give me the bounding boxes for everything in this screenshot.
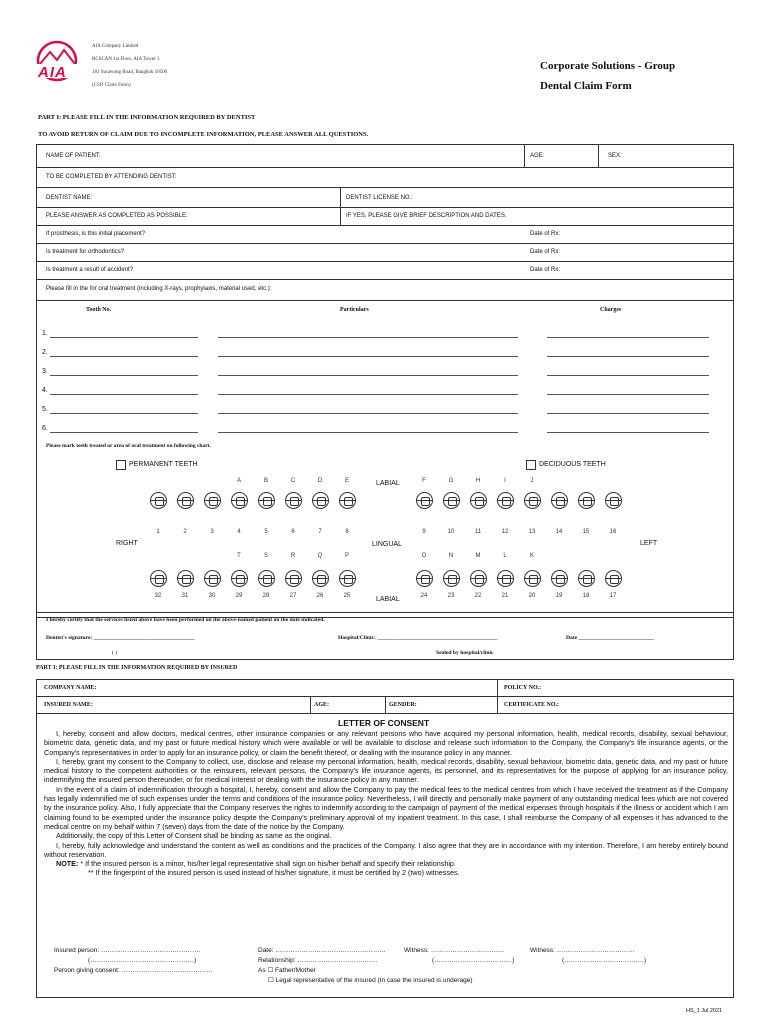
person-giving-consent[interactable]: Person giving consent: …………………………………… — [54, 967, 213, 974]
signature-paren: ( ) — [112, 650, 118, 656]
upper-left-tooth[interactable] — [497, 492, 514, 509]
lower-right-tooth[interactable] — [177, 570, 194, 587]
date-rx-2[interactable]: Date of Rx: — [530, 249, 561, 255]
question-prosthesis[interactable]: If prosthesis, is this initial placement? — [46, 231, 146, 237]
lower-left-tooth[interactable] — [524, 570, 541, 587]
form-title-2: Dental Claim Form — [540, 80, 632, 92]
tooth-letter: Q — [317, 553, 323, 559]
hospital-clinic-field[interactable]: Hospital/Clinic: ___________________________________________ — [338, 635, 498, 641]
company-line-4: (CSO Claim Form) — [92, 83, 131, 88]
part1-subheading: TO AVOID RETURN OF CLAIM DUE TO INCOMPLETE INFORMATION, PLEASE ANSWER ALL QUESTIONS. — [38, 131, 369, 138]
logo-text: AIA — [38, 64, 67, 81]
lower-left-tooth[interactable] — [578, 570, 595, 587]
row-number: 5. — [42, 406, 48, 413]
upper-left-tooth[interactable] — [524, 492, 541, 509]
tooth-letter: K — [529, 553, 534, 559]
tooth-number: 1 — [156, 529, 160, 535]
particulars-line[interactable] — [218, 394, 518, 395]
age-field[interactable]: AGE: — [530, 153, 545, 159]
as-father-mother[interactable]: As ☐ Father/Mother — [258, 967, 316, 974]
dentist-license-field[interactable]: DENTIST LICENSE NO.: — [346, 195, 413, 201]
relationship-field[interactable]: Relationship: ………………………………. — [258, 957, 378, 964]
gender-field[interactable]: GENDER: — [389, 702, 417, 708]
tooth-letter: E — [344, 478, 349, 484]
tooth-letter: N — [448, 553, 454, 559]
form-title-1: Corporate Solutions - Group — [540, 60, 676, 72]
row-number: 2. — [42, 349, 48, 356]
upper-right-tooth[interactable] — [231, 492, 248, 509]
tooth-letter: S — [263, 553, 268, 559]
witness-1[interactable]: Witness: ……………………………. — [404, 947, 505, 954]
tooth-number: 19 — [555, 593, 563, 599]
permanent-teeth-checkbox[interactable] — [116, 460, 126, 470]
upper-left-tooth[interactable] — [443, 492, 460, 509]
tooth-letter: G — [448, 478, 454, 484]
left-label: LEFT — [640, 540, 658, 547]
tooth-no-line[interactable] — [50, 432, 198, 433]
answer-all-label: PLEASE ANSWER AS COMPLETED AS POSSIBLE. — [46, 213, 188, 219]
mark-teeth-label: Please mark teeth treated or area of oral treatment on following chart. — [46, 443, 211, 449]
tooth-number: 16 — [609, 529, 617, 535]
company-line-3: 181 Surawong Road, Bangkok 10500 — [92, 70, 168, 75]
tooth-number: 17 — [609, 593, 617, 599]
tooth-letter: B — [263, 478, 268, 484]
tooth-number: 27 — [289, 593, 297, 599]
insured-person-paren[interactable]: (…………………………………………) — [88, 957, 197, 964]
lower-left-tooth[interactable] — [443, 570, 460, 587]
tooth-letter: L — [503, 553, 507, 559]
tooth-number: 20 — [528, 593, 536, 599]
upper-right-tooth[interactable] — [312, 492, 329, 509]
tooth-number: 2 — [183, 529, 187, 535]
if-yes-label: IF YES, PLEASE GIVE BRIEF DESCRIPTION AND DATES. — [346, 213, 507, 219]
date-rx-1[interactable]: Date of Rx: — [530, 231, 561, 237]
dentist-name-field[interactable]: DENTIST NAME: — [46, 195, 93, 201]
upper-left-tooth[interactable] — [416, 492, 433, 509]
dentist-date-field[interactable]: Date ___________________________ — [566, 635, 655, 641]
col-charges-header: Charges — [600, 307, 622, 313]
note-2: ** If the fingerprint of the insured person is used instead of his/her signature, it must be certified by 2 (two) witnesses. — [88, 868, 460, 878]
particulars-line[interactable] — [218, 413, 518, 414]
insured-name-field[interactable]: INSURED NAME: — [44, 702, 93, 708]
tooth-letter: H — [475, 478, 481, 484]
note-1: * If the insured person is a minor, his/her legal representative shall sign on his/her behalf and specify their relationship. — [80, 859, 456, 869]
tooth-number: 3 — [210, 529, 214, 535]
certify-text: I hereby certify that the services listed above have been performed on the above-named patient on the date indicated. — [46, 617, 325, 623]
tooth-number: 21 — [501, 593, 509, 599]
tooth-number: 18 — [582, 593, 590, 599]
tooth-number: 28 — [262, 593, 270, 599]
insured-age-field[interactable]: AGE: — [314, 702, 329, 708]
company-name-field[interactable]: COMPANY NAME: — [44, 685, 97, 691]
tooth-number: 9 — [422, 529, 426, 535]
consent-paragraph-4: Additionally, the copy of this Letter of Consent shall be binding as same as the original. — [56, 831, 332, 841]
row-number: 4. — [42, 387, 48, 394]
tooth-number: 26 — [316, 593, 324, 599]
row-number: 6. — [42, 425, 48, 432]
tooth-number: 7 — [318, 529, 322, 535]
tooth-no-line[interactable] — [50, 356, 198, 357]
company-line-2: RCSCAN 1st Floor, AIA Tower 1 — [92, 57, 160, 62]
tooth-number: 29 — [235, 593, 243, 599]
labial-label-top: LABIAL — [376, 480, 400, 487]
charges-line[interactable] — [547, 394, 709, 395]
col-particulars-header: Particulars — [340, 307, 369, 313]
footer-code: HS_1 Jul 2021 — [686, 1008, 723, 1014]
part2-heading: PART I: PLEASE FILL IN THE INFORMATION REQUIRED BY INSURED — [36, 665, 238, 671]
charges-line[interactable] — [547, 356, 709, 357]
witness-2-paren[interactable]: (……………………………….) — [562, 957, 647, 964]
lower-left-tooth[interactable] — [551, 570, 568, 587]
tooth-letter: D — [317, 478, 323, 484]
note-label: NOTE: — [56, 859, 79, 869]
tooth-no-line[interactable] — [50, 337, 198, 338]
upper-left-tooth[interactable] — [551, 492, 568, 509]
particulars-line[interactable] — [218, 375, 518, 376]
charges-line[interactable] — [547, 375, 709, 376]
tooth-letter: R — [290, 553, 296, 559]
lower-right-tooth[interactable] — [231, 570, 248, 587]
question-orthodontics[interactable]: Is treatment for orthodontics? — [46, 249, 125, 255]
aia-logo — [30, 40, 84, 82]
consent-paragraph-3: In the event of a claim of indemnification through a hospital, I, hereby, consent and allow the Company to pay the medical fees to the medical centres from which I have received the treatment as if the Company has legally indemnified me of such expenses under the terms and conditions of the insurance policy. Nevertheless, I will directly and personally make payment of any outstanding medical fees which are not covered by the insurance policy. Also, I fully appreciate that the Company reserves the rights to indemnify according to the campaign of payment of the medical expenses through hospitals if the illness or accident which I am claiming found to be exempted under the insurance policy despite the Company's preliminary approval of my inpatient treatment. In this case, I shall reimburse the Company of all expenses it has advanced to the medical centre on my behalf within 7 (seven) days from the date of the notice by the Company. — [44, 784, 728, 831]
particulars-line[interactable] — [218, 356, 518, 357]
lower-right-tooth[interactable] — [150, 570, 167, 587]
tooth-number: 24 — [420, 593, 428, 599]
tooth-number: 22 — [474, 593, 482, 599]
labial-label-bottom: LABIAL — [376, 596, 400, 603]
lower-left-tooth[interactable] — [416, 570, 433, 587]
particulars-line[interactable] — [218, 337, 518, 338]
tooth-letter: O — [421, 553, 427, 559]
upper-right-tooth[interactable] — [285, 492, 302, 509]
tooth-letter: C — [290, 478, 296, 484]
policy-no-field[interactable]: POLICY NO.: — [504, 685, 542, 691]
tooth-number: 6 — [291, 529, 295, 535]
charges-line[interactable] — [547, 337, 709, 338]
consent-paragraph-2: I, hereby, grant my consent to the Company to collect, use, disclose and release my personal information, health, medical records, disability, sexual behaviour, biometric data, genetic data, and my past or future medical history to the competent authorities or the reinsurers, relevant persons, the Company's life insurance agents, its personnel, and its representatives for the purpose of applying for an insurance policy, indemnifying the insured person thereunder, or for medical interest or dealing with the insurance policy in any manner. — [44, 756, 728, 785]
lower-right-tooth[interactable] — [258, 570, 275, 587]
insured-person-signature[interactable]: Insured person: ………………………………………. — [54, 947, 201, 954]
right-label: RIGHT — [116, 540, 138, 547]
tooth-number: 14 — [555, 529, 563, 535]
tooth-number: 25 — [343, 593, 351, 599]
tooth-letter: J — [530, 478, 534, 484]
dentist-signature-field[interactable]: Dentist's signature: ____________________________________ — [46, 635, 195, 641]
tooth-number: 13 — [528, 529, 536, 535]
upper-left-tooth[interactable] — [578, 492, 595, 509]
part1-heading: PART I: PLEASE FILL IN THE INFORMATION REQUIRED BY DENTIST — [38, 114, 256, 121]
certificate-no-field[interactable]: CERTIFICATE NO.: — [504, 702, 560, 708]
tooth-number: 5 — [264, 529, 268, 535]
company-line-1: AIA Company Limited — [92, 44, 139, 49]
legal-representative[interactable]: ☐ Legal representative of the insured (In case the insured is underage) — [268, 977, 473, 984]
lower-right-tooth[interactable] — [285, 570, 302, 587]
tooth-letter: F — [422, 478, 426, 484]
tooth-letter: T — [237, 553, 241, 559]
tooth-no-line[interactable] — [50, 394, 198, 395]
lower-right-tooth[interactable] — [312, 570, 329, 587]
completed-by-label: TO BE COMPLETED BY ATTENDING DENTIST: — [46, 174, 177, 180]
consent-date[interactable]: Date: …………………………………………… — [258, 947, 386, 954]
upper-right-tooth[interactable] — [204, 492, 221, 509]
question-accident[interactable]: Is treatment a result of accident? — [46, 267, 134, 273]
upper-right-tooth[interactable] — [150, 492, 167, 509]
sex-field[interactable]: SEX: — [608, 153, 622, 159]
tooth-number: 8 — [345, 529, 349, 535]
tooth-letter: P — [344, 553, 349, 559]
consent-paragraph-1: I, hereby, consent and allow doctors, medical centres, other insurance companies or any relevant persons who have acquired my personal information, health, medical records, disability, sexual behaviour, biometric data, genetic data, and my past or future medical history which were available or will be available to disclose and release such information to the Company, the Company's life insurance agents, or the Company's representatives in order to apply for an insurance policy, or claim the benefit thereof, or dealing with the insurance policy in any manner. — [44, 729, 728, 757]
tooth-number: 32 — [154, 593, 162, 599]
row-number: 3. — [42, 368, 48, 375]
col-tooth-header: Tooth No. — [86, 307, 112, 313]
sealed-label: Sealed by hospital/clinic — [436, 650, 494, 656]
upper-left-tooth[interactable] — [605, 492, 622, 509]
tooth-number: 11 — [474, 529, 482, 535]
fill-in-label: Please fill in the for oral treatment (including X-rays, prophylaxis, material used, etc.): — [46, 286, 272, 292]
tooth-number: 4 — [237, 529, 241, 535]
tooth-number: 30 — [208, 593, 216, 599]
tooth-letter: A — [236, 478, 241, 484]
tooth-number: 23 — [447, 593, 455, 599]
lower-right-tooth[interactable] — [339, 570, 356, 587]
tooth-letter: I — [504, 478, 506, 484]
patient-name-field[interactable]: NAME OF PATIENT: — [46, 153, 101, 159]
lower-left-tooth[interactable] — [497, 570, 514, 587]
particulars-line[interactable] — [218, 432, 518, 433]
row-number: 1. — [42, 330, 48, 337]
witness-1-paren[interactable]: (………………………………) — [432, 957, 515, 964]
upper-left-tooth[interactable] — [470, 492, 487, 509]
consent-paragraph-5: I, hereby, fully acknowledge and understand the content as well as conditions and the practices of the Company. I also agree that they are in accordance with my intention. Therefore, I am hereby entirely bound without reservation. — [44, 840, 728, 859]
deciduous-teeth-checkbox[interactable] — [526, 460, 536, 470]
tooth-number: 31 — [181, 593, 189, 599]
lower-left-tooth[interactable] — [470, 570, 487, 587]
charges-line[interactable] — [547, 413, 709, 414]
lower-left-tooth[interactable] — [605, 570, 622, 587]
tooth-number: 10 — [447, 529, 455, 535]
lingual-label: LINGUAL — [372, 541, 402, 548]
tooth-number: 12 — [501, 529, 509, 535]
tooth-no-line[interactable] — [50, 413, 198, 414]
consent-title: LETTER OF CONSENT — [338, 718, 430, 728]
tooth-number: 15 — [582, 529, 590, 535]
permanent-teeth-label: PERMANENT TEETH — [129, 461, 198, 468]
charges-line[interactable] — [547, 432, 709, 433]
upper-right-tooth[interactable] — [258, 492, 275, 509]
date-rx-3[interactable]: Date of Rx: — [530, 267, 561, 273]
tooth-no-line[interactable] — [50, 375, 198, 376]
tooth-letter: M — [475, 553, 481, 559]
upper-right-tooth[interactable] — [177, 492, 194, 509]
witness-2[interactable]: Witness: ……………………………… — [530, 947, 635, 954]
upper-right-tooth[interactable] — [339, 492, 356, 509]
deciduous-teeth-label: DECIDUOUS TEETH — [539, 461, 606, 468]
lower-right-tooth[interactable] — [204, 570, 221, 587]
